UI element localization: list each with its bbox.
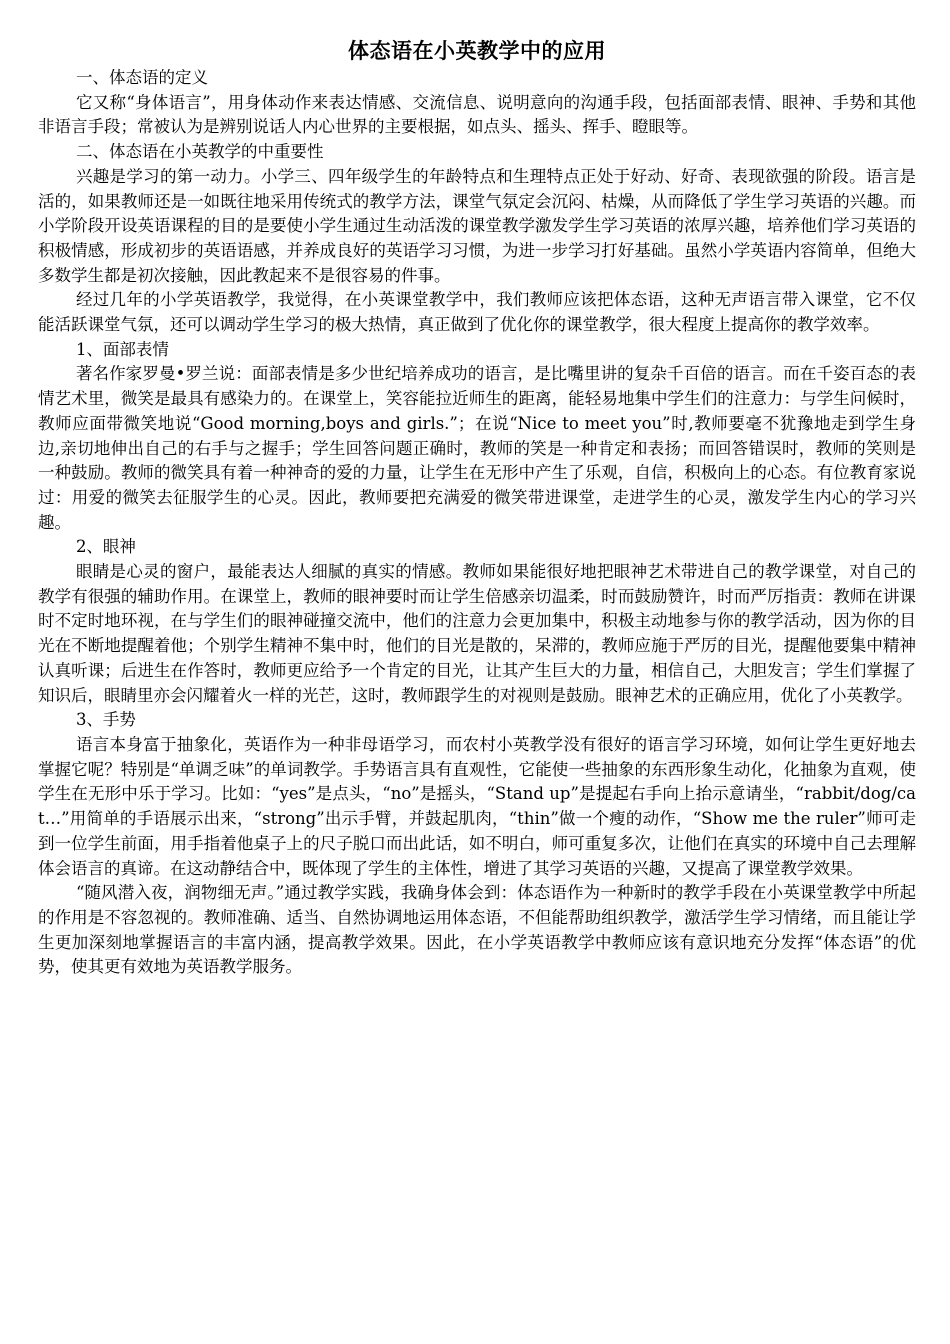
paragraph-gesture: 语言本身富于抽象化，英语作为一种非母语学习，而农村小英教学没有很好的语言学习环境，如何让学生更好地去掌握它呢？特别是“单调乏味”的单词教学。手势语言具有直观性，它能使一些抽象的东西形象生动化，化抽象为直观，使学生在无形中乐于学习。比如：“yes”是点头，“no”是摇头，“Stand up”是提起右手向上抬示意请坐，“rabbit/dog/cat…”用简单的手语展示出来，“strong”出示手臂，并鼓起肌肉，“thin”做一个瘦的动作，“Show me the ruler”师可走到一位学生前面，用手指着他桌子上的尺子脱口而出此话，如不明白，师可重复多次，让他们在真实的环境中自己去理解体会语言的真谛。在这动静结合中，既体现了学生的主体性，增进了其学习英语的兴趣，又提高了课堂教学效果。 bbox=[38, 734, 916, 878]
section-heading-definition: 一、体态语的定义 bbox=[75, 68, 208, 87]
paragraph-experience: 经过几年的小学英语教学，我觉得，在小英课堂教学中，我们教师应该把体态语，这种无声语言带入课堂，它不仅能活跃课堂气氛，还可以调动学生学习的极大热情，真正做到了优化你的课堂教学，很大程度上提高你的教学效率。 bbox=[38, 290, 916, 335]
paragraph-definition: 它又称“身体语言”，用身体动作来表达情感、交流信息、说明意向的沟通手段，包括面部表情、眼神、手势和其他非语言手段；常被认为是辨别说话人内心世界的主要根据，如点头、摇头、挥手、瞪眼等。 bbox=[38, 92, 916, 137]
paragraph-conclusion: “随风潜入夜，润物细无声。”通过教学实践，我确身体会到：体态语作为一种新时的教学手段在小英课堂教学中所起的作用是不容忽视的。教师准确、适当、自然协调地运用体态语，不但能帮助组织教学，激活学生学习情绪，而且能让学生更加深刻地掌握语言的丰富内涵，提高教学效果。因此，在小学英语教学中教师应该有意识地充分发挥“体态语”的优势，使其更有效地为英语教学服务。 bbox=[38, 883, 916, 977]
subheading-eye-contact: 2、眼神 bbox=[75, 537, 136, 557]
document-title: 体态语在小英教学中的应用 bbox=[348, 38, 606, 63]
paragraph-interest: 兴趣是学习的第一动力。小学三、四年级学生的年龄特点和生理特点正处于好动、好奇、表现欲强的阶段。语言是活的，如果教师还是一如既往地采用传统式的教学方法，课堂气氛定会沉闷、枯燥，从而降低了学生学习英语的兴趣。而小学阶段开设英语课程的目的是要使小学生通过生动活泼的课堂教学激发学生学习英语的浓厚兴趣，培养他们学习英语的积极情感，形成初步的英语语感，并养成良好的英语学习习惯，为进一步学习打好基础。虽然小学英语内容简单，但绝大多数学生都是初次接触，因此教起来不是很容易的件事。 bbox=[38, 166, 916, 285]
subheading-gesture: 3、手势 bbox=[75, 710, 136, 730]
paragraph-eye-contact: 眼睛是心灵的窗户，最能表达人细腻的真实的情感。教师如果能很好地把眼神艺术带进自己的教学课堂，对自己的教学有很强的辅助作用。在课堂上，教师的眼神要时而让学生倍感亲切温柔，时而鼓励赞许，时而严厉指责：教师在讲课时不定时地环视，在与学生们的眼神碰撞交流中，他们的注意力会更加集中，积极主动地参与你的教学活动，因为你的目光在不断地提醒着他；个别学生精神不集中时，他们的目光是散的，呆滞的，教师应施于严厉的目光，提醒他要集中精神认真听课；后进生在作答时，教师更应给予一个肯定的目光，让其产生巨大的力量，相信自己，大胆发言；学生们掌握了知识后，眼睛里亦会闪耀着火一样的光芒，这时，教师跟学生的对视则是鼓励。眼神艺术的正确应用，优化了小英教学。 bbox=[38, 562, 916, 705]
subheading-facial-expression: 1、面部表情 bbox=[75, 339, 169, 359]
document-page bbox=[38, 36, 916, 980]
section-heading-importance: 二、体态语在小英教学的中重要性 bbox=[75, 142, 324, 162]
paragraph-facial-expression: 著名作家罗曼•罗兰说：面部表情是多少世纪培养成功的语言，是比嘴里讲的复杂千百倍的语言。而在千姿百态的表情艺术里，微笑是最具有感染力的。在课堂上，笑容能拉近师生的距离，能轻易地集中学生们的注意力：与学生问候时，教师应面带微笑地说“Good morning,boys and girls.”；在说“Nice to meet you”时,教师要毫不犹豫地走到学生身边,亲切地伸出自己的右手与之握手；学生回答问题正确时，教师的笑是一种肯定和表扬；而回答错误时，教师的笑则是一种鼓励。教师的微笑具有着一种神奇的爱的力量，让学生在无形中产生了乐观，自信，积极向上的心态。有位教育家说过：用爱的微笑去征服学生的心灵。因此，教师要把充满爱的微笑带进课堂，走进学生的心灵，激发学生内心的学习兴趣。 bbox=[38, 364, 916, 532]
